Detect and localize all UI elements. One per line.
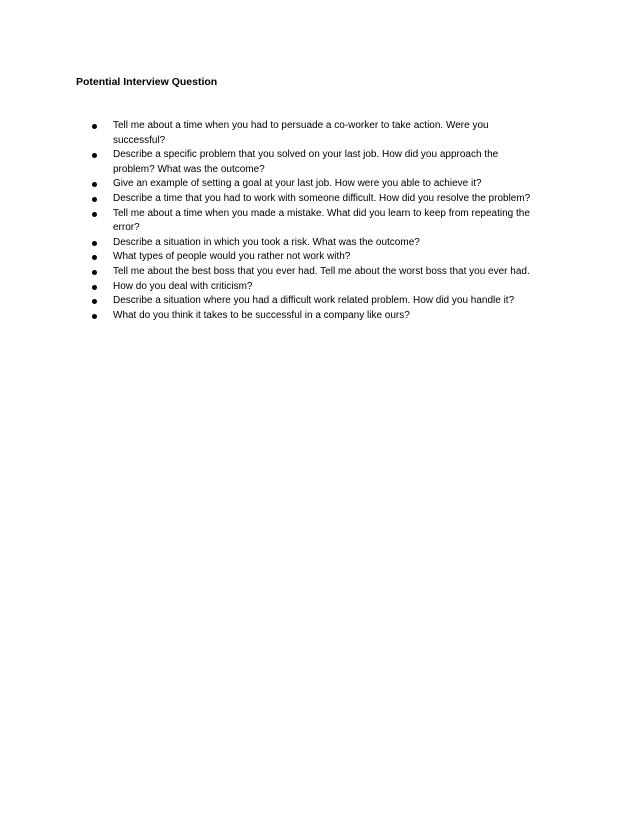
- question-text: Tell me about a time when you made a mistake. What did you learn to keep from repeating the error?: [113, 207, 530, 234]
- question-text: What do you think it takes to be successful in a company like ours?: [113, 309, 410, 321]
- document-heading: Potential Interview Question: [76, 76, 218, 88]
- bullet-icon: [92, 197, 97, 202]
- question-text: Tell me about a time when you had to persuade a co-worker to take action. Were you successful?: [113, 120, 489, 146]
- question-item: [90, 148, 570, 177]
- bullet-icon: [92, 124, 97, 129]
- bullet-icon: [92, 270, 97, 275]
- bullet-icon: [92, 241, 97, 246]
- question-text: How do you deal with criticism?: [113, 280, 253, 292]
- question-item: [90, 177, 570, 192]
- question-text: Tell me about the best boss that you ever had. Tell me about the worst boss that you ever had.: [113, 265, 530, 277]
- question-text: What types of people would you rather not work with?: [113, 251, 351, 263]
- question-text: Give an example of setting a goal at your last job. How were you able to achieve it?: [113, 178, 482, 190]
- bullet-icon: [92, 212, 97, 217]
- bullet-icon: [92, 153, 97, 158]
- question-list: [90, 119, 570, 323]
- question-text: Describe a time that you had to work with someone difficult. How did you resolve the problem?: [113, 192, 531, 204]
- question-item: [90, 265, 570, 280]
- question-item: [90, 294, 570, 309]
- question-text: Describe a situation where you had a difficult work related problem. How did you handle it?: [113, 295, 515, 307]
- question-item: [90, 192, 570, 207]
- bullet-icon: [92, 255, 97, 260]
- question-text: Describe a situation in which you took a risk. What was the outcome?: [113, 236, 420, 248]
- question-item: [90, 250, 570, 265]
- question-item: [90, 309, 570, 324]
- question-item: [90, 119, 570, 148]
- question-item: [90, 236, 570, 251]
- bullet-icon: [92, 314, 97, 319]
- bullet-icon: [92, 182, 97, 187]
- question-item: [90, 280, 570, 295]
- bullet-icon: [92, 285, 97, 290]
- bullet-icon: [92, 299, 97, 304]
- question-text: Describe a specific problem that you solved on your last job. How did you approach the problem? What was the outcome?: [113, 149, 499, 175]
- question-item: [90, 207, 570, 236]
